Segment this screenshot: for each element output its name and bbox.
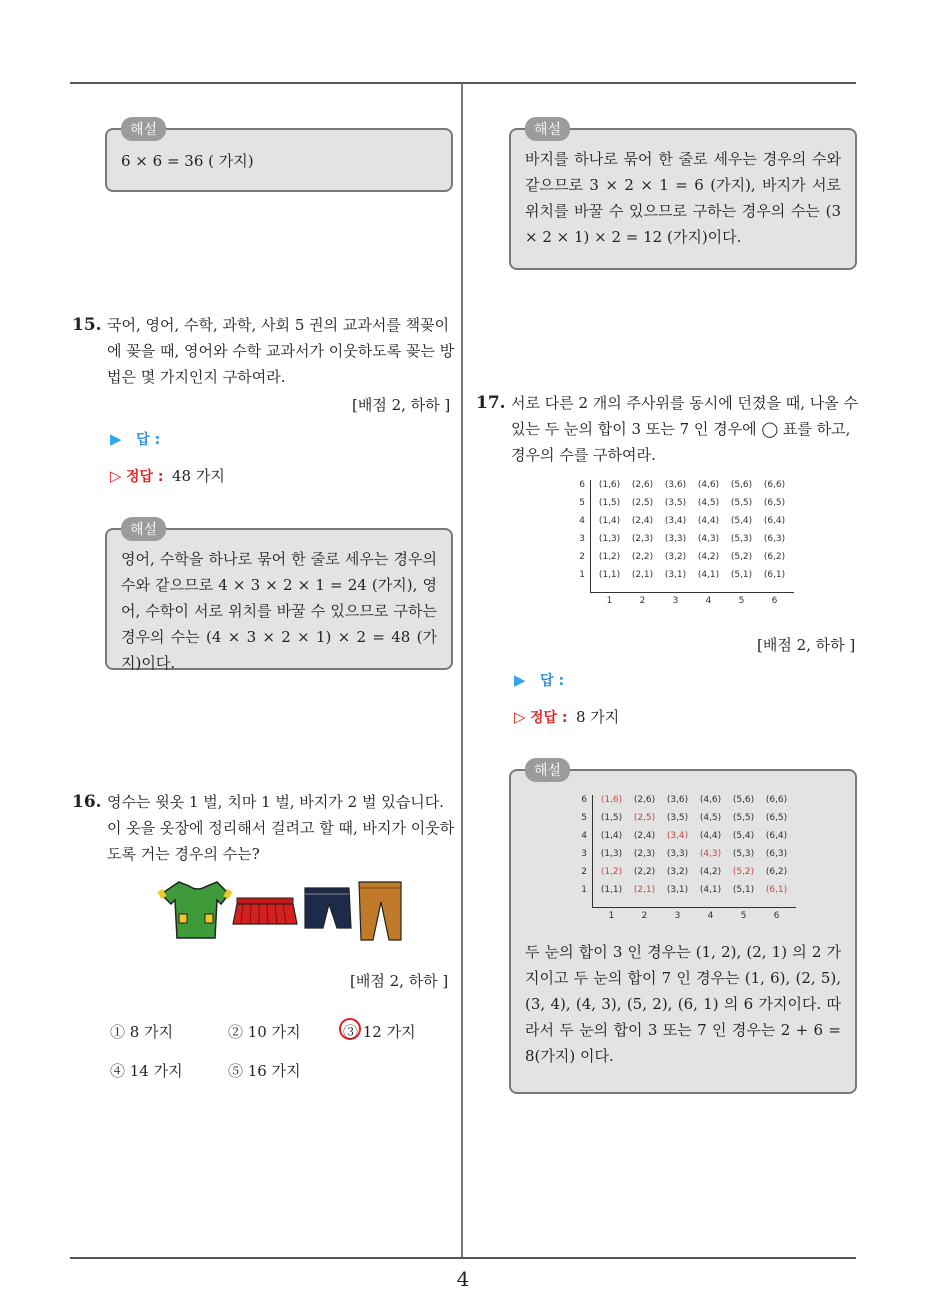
- question-16-text: 영수는 윗옷 1 벌, 치마 1 벌, 바지가 2 벌 있습니다. 이 옷을 옷장에 정리해서 걸려고 할 때, 바지가 이웃하도록 거는 경우의 수는?: [107, 793, 455, 863]
- dice-cell: (2,6): [631, 480, 654, 490]
- correct-value: 48 가지: [171, 467, 225, 485]
- dice-cell: (6,3): [765, 849, 788, 859]
- dice-cell: (5,4): [730, 516, 753, 526]
- choice-2[interactable]: ② 10 가지: [228, 1023, 301, 1041]
- question-17: [476, 390, 860, 468]
- answer-triangle-icon: ▶: [514, 671, 526, 689]
- question-17-score: [배점 2, 하하 ]: [757, 636, 856, 654]
- q16-explanation-text: 바지를 하나로 묶어 한 줄로 세우는 경우의 수와 같으므로 3 × 2 × 1 = 6 (가지), 바지가 서로 위치를 바꿀 수 있으므로 구하는 경우의 수는 (3 × 2 × 1) × 2 = 12 (가지)이다.: [525, 150, 841, 246]
- column-label: 2: [641, 911, 648, 921]
- column-label: 6: [771, 596, 778, 606]
- dice-cell: (6,2): [765, 867, 788, 877]
- column-label: 4: [705, 596, 712, 606]
- dice-cell: (4,1): [697, 570, 720, 580]
- dice-cell: (4,2): [697, 552, 720, 562]
- row-label: 4: [579, 516, 585, 526]
- dice-cell: (1,5): [600, 813, 623, 823]
- q14-explanation-text: 6 × 6 = 36 ( 가지): [121, 152, 254, 170]
- dice-cell: (6,6): [763, 480, 786, 490]
- dice-cell: (3,6): [666, 795, 689, 805]
- dice-cell: (1,6): [598, 480, 621, 490]
- question-15-number: 15.: [72, 315, 102, 335]
- dice-cell: (5,5): [730, 498, 753, 508]
- column-label: 4: [707, 911, 714, 921]
- question-15: [72, 312, 458, 390]
- row-label: 2: [579, 552, 585, 562]
- dice-cell: (6,5): [763, 498, 786, 508]
- row-label: 2: [581, 867, 587, 877]
- dice-cell: (4,5): [699, 813, 722, 823]
- bottom-rule: [70, 1257, 856, 1259]
- dice-table-answer: [567, 795, 789, 925]
- dice-cell: (3,4): [666, 831, 689, 841]
- dice-cell: (5,3): [732, 849, 755, 859]
- dice-cell: (2,3): [631, 534, 654, 544]
- top-rule: [70, 82, 856, 84]
- dice-cell: (2,2): [631, 552, 654, 562]
- answer-triangle-icon: ▶: [110, 430, 122, 448]
- column-label: 3: [674, 911, 681, 921]
- dice-cell: (1,6): [600, 795, 623, 805]
- dice-cell: (5,1): [730, 570, 753, 580]
- dice-cell: (1,2): [600, 867, 623, 877]
- answer-label: 답 :: [540, 673, 565, 689]
- dice-cell: (4,2): [699, 867, 722, 877]
- answer-label: 답 :: [136, 432, 161, 448]
- dice-cell: (2,1): [633, 885, 656, 895]
- correct-label: 정답 :: [530, 710, 568, 726]
- q15-explanation-box: [105, 522, 453, 672]
- dice-cell: (5,4): [732, 831, 755, 841]
- green-shirt-icon: [157, 882, 232, 938]
- dice-cell: (3,2): [666, 867, 689, 877]
- row-label: 1: [579, 570, 585, 580]
- dice-cell: (4,4): [699, 831, 722, 841]
- dice-cell: (1,2): [598, 552, 621, 562]
- dice-cell: (2,6): [633, 795, 656, 805]
- column-label: 5: [740, 911, 747, 921]
- q17-explanation-box: [509, 763, 857, 1094]
- dice-cell: (6,5): [765, 813, 788, 823]
- correct-value: 8 가지: [575, 708, 620, 726]
- row-label: 3: [579, 534, 585, 544]
- dice-cell: (4,6): [697, 480, 720, 490]
- q14-explanation-box: [105, 122, 453, 192]
- explanation-tag: 해설: [121, 517, 166, 541]
- row-label: 5: [579, 498, 585, 508]
- dice-cell: (1,5): [598, 498, 621, 508]
- dice-cell: (3,5): [664, 498, 687, 508]
- dice-cell: (6,2): [763, 552, 786, 562]
- dice-cell: (5,5): [732, 813, 755, 823]
- dice-cell: (3,3): [664, 534, 687, 544]
- dice-cell: (3,4): [664, 516, 687, 526]
- explanation-tag: 해설: [121, 117, 166, 141]
- dice-cell: (6,3): [763, 534, 786, 544]
- correct-triangle-icon: ▷: [514, 708, 526, 726]
- dice-cell: (4,5): [697, 498, 720, 508]
- column-label: 3: [672, 596, 679, 606]
- dice-cell: (6,4): [763, 516, 786, 526]
- dice-cell: (3,2): [664, 552, 687, 562]
- choice-4[interactable]: ④ 14 가지: [110, 1062, 183, 1080]
- dice-cell: (6,1): [763, 570, 786, 580]
- table-x-axis: [592, 907, 796, 908]
- column-label: 1: [606, 596, 613, 606]
- dice-cell: (5,3): [730, 534, 753, 544]
- dice-cell: (4,3): [697, 534, 720, 544]
- dice-cell: (6,1): [765, 885, 788, 895]
- page-number: 4: [456, 1267, 470, 1291]
- dice-cell: (1,3): [598, 534, 621, 544]
- table-y-axis: [592, 795, 593, 907]
- dice-cell: (3,3): [666, 849, 689, 859]
- question-17-number: 17.: [476, 393, 506, 413]
- explanation-tag: 해설: [525, 758, 570, 782]
- explanation-tag: 해설: [525, 117, 570, 141]
- dice-cell: (2,1): [631, 570, 654, 580]
- dice-cell: (5,1): [732, 885, 755, 895]
- column-label: 2: [639, 596, 646, 606]
- dice-cell: (1,3): [600, 849, 623, 859]
- question-15-score: [배점 2, 하하 ]: [352, 396, 451, 414]
- table-y-axis: [590, 480, 591, 592]
- row-label: 6: [581, 795, 587, 805]
- clothes-illustration: [155, 880, 405, 942]
- q17-explanation-text: 두 눈의 합이 3 인 경우는 (1, 2), (2, 1) 의 2 가지이고 두 눈의 합이 7 인 경우는 (1, 6), (2, 5), (3, 4), (4, 3), (5, 2), (6, 1) 의 6 가지이다. 따라서 두 눈의 합이 3 또는 7 인 경우는 2 + 6 = 8(가지) 이다.: [525, 943, 841, 1065]
- dice-cell: (3,1): [664, 570, 687, 580]
- column-label: 5: [738, 596, 745, 606]
- q15-explanation-text: 영어, 수학을 하나로 묶어 한 줄로 세우는 경우의 수와 같으므로 4 × 3 × 2 × 1 = 24 (가지), 영어, 수학이 서로 위치를 바꿀 수 있으므로 구하는 경우의 수는 (4 × 3 × 2 × 1) × 2 = 48 (가지)이다.: [121, 550, 437, 672]
- dice-cell: (2,5): [631, 498, 654, 508]
- question-15-text: 국어, 영어, 수학, 과학, 사회 5 권의 교과서를 책꽂이에 꽂을 때, 영어와 수학 교과서가 이웃하도록 꽂는 방법은 몇 가지인지 구하여라.: [107, 316, 455, 386]
- dice-cell: (4,4): [697, 516, 720, 526]
- dice-cell: (4,1): [699, 885, 722, 895]
- dice-cell: (1,1): [598, 570, 621, 580]
- q16-explanation-box: [509, 122, 857, 270]
- dice-cell: (2,3): [633, 849, 656, 859]
- dice-cell: (3,1): [666, 885, 689, 895]
- dice-cell: (2,4): [633, 831, 656, 841]
- navy-pants-icon: [305, 888, 351, 928]
- dice-cell: (2,2): [633, 867, 656, 877]
- dice-cell: (6,4): [765, 831, 788, 841]
- brown-pants-icon: [359, 882, 401, 940]
- dice-cell: (3,6): [664, 480, 687, 490]
- row-label: 6: [579, 480, 585, 490]
- column-label: 6: [773, 911, 780, 921]
- dice-cell: (1,4): [598, 516, 621, 526]
- dice-cell: (5,2): [730, 552, 753, 562]
- dice-cell: (5,6): [730, 480, 753, 490]
- dice-table-question: [565, 480, 787, 610]
- question-16-number: 16.: [72, 792, 102, 812]
- dice-cell: (5,6): [732, 795, 755, 805]
- dice-cell: (3,5): [666, 813, 689, 823]
- dice-cell: (2,5): [633, 813, 656, 823]
- dice-cell: (5,2): [732, 867, 755, 877]
- correct-label: 정답 :: [126, 469, 164, 485]
- row-label: 4: [581, 831, 587, 841]
- column-divider: [461, 83, 463, 1259]
- row-label: 3: [581, 849, 587, 859]
- question-15-correct: [110, 465, 225, 486]
- column-label: 1: [608, 911, 615, 921]
- question-16: [72, 789, 458, 867]
- choice-3[interactable]: ③ 12 가지: [343, 1023, 416, 1041]
- question-17-correct: [514, 706, 619, 727]
- dice-cell: (1,1): [600, 885, 623, 895]
- question-15-answer[interactable]: [110, 429, 160, 449]
- row-label: 5: [581, 813, 587, 823]
- question-16-score: [배점 2, 하하 ]: [350, 972, 449, 990]
- row-label: 1: [581, 885, 587, 895]
- dice-cell: (6,6): [765, 795, 788, 805]
- red-skirt-icon: [233, 898, 297, 924]
- dice-cell: (2,4): [631, 516, 654, 526]
- dice-cell: (4,6): [699, 795, 722, 805]
- dice-cell: (4,3): [699, 849, 722, 859]
- correct-triangle-icon: ▷: [110, 467, 122, 485]
- choice-1[interactable]: ① 8 가지: [110, 1023, 174, 1041]
- table-x-axis: [590, 592, 794, 593]
- question-17-answer[interactable]: [514, 670, 564, 690]
- question-17-text: 서로 다른 2 개의 주사위를 동시에 던졌을 때, 나올 수 있는 두 눈의 합이 3 또는 7 인 경우에 ◯ 표를 하고, 경우의 수를 구하여라.: [511, 394, 859, 464]
- choice-5[interactable]: ⑤ 16 가지: [228, 1062, 301, 1080]
- dice-cell: (1,4): [600, 831, 623, 841]
